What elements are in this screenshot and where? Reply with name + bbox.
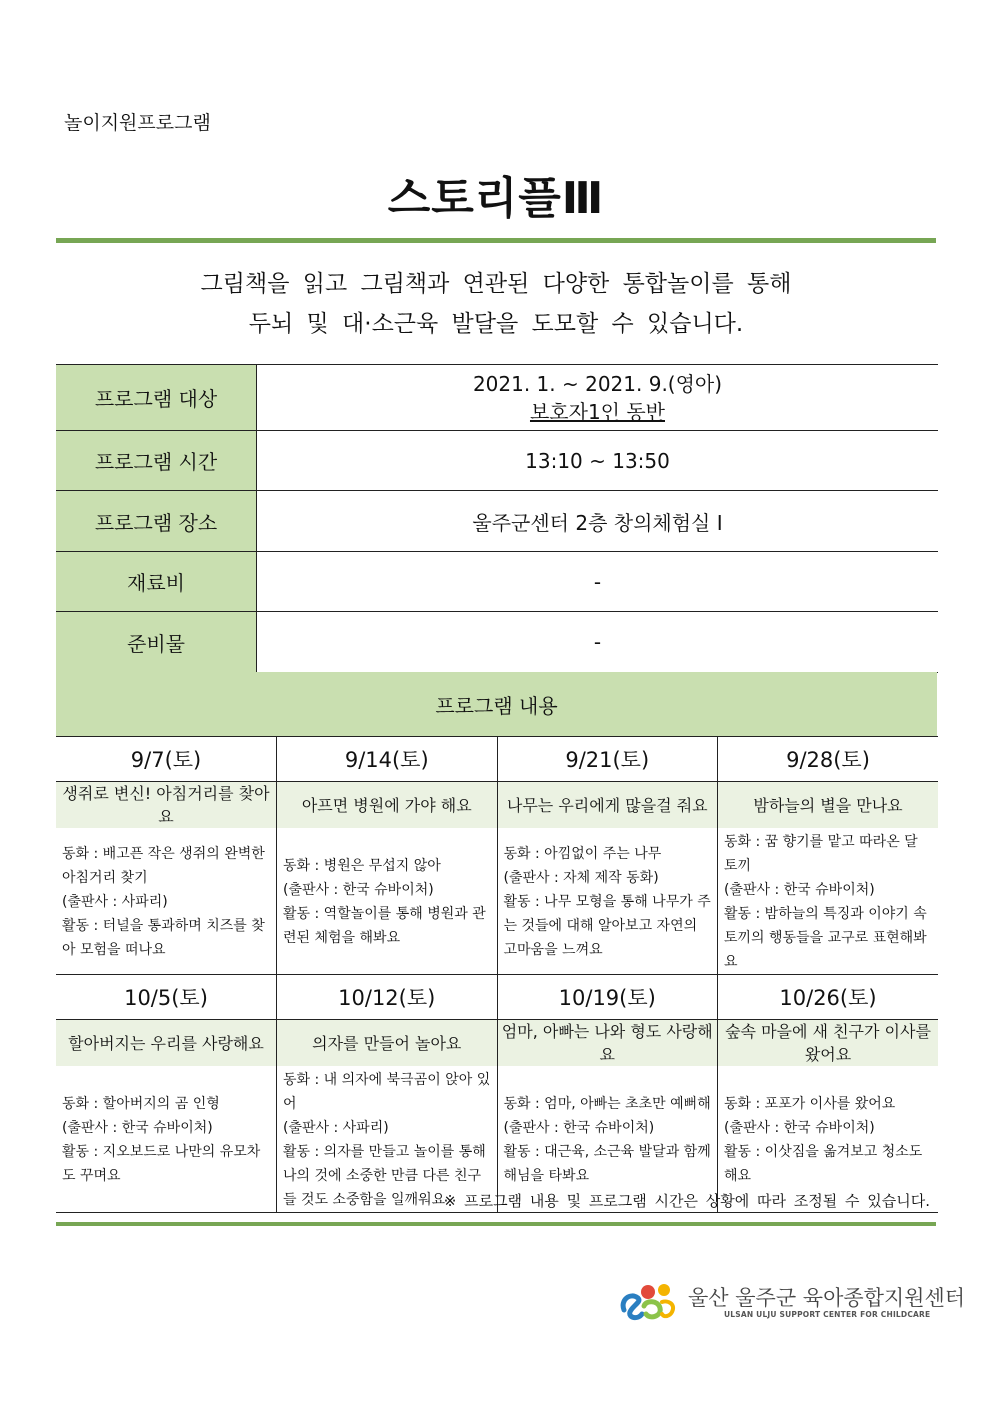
time-label: 프로그램 시간	[56, 431, 257, 491]
center-logo	[618, 1280, 966, 1326]
program-info-table	[56, 364, 938, 673]
target-guardian: 보호자1인 동반	[529, 399, 665, 424]
intro-line-2: 두뇌 및 대·소근육 발달을 도모할 수 있습니다.	[248, 311, 744, 337]
title-divider	[56, 238, 936, 243]
session-description	[56, 828, 277, 975]
session-date: 10/26(토)	[718, 975, 939, 1020]
session-title: 의자를 만들어 놀아요	[277, 1020, 498, 1067]
session-title: 아프면 병원에 가야 해요	[277, 782, 498, 829]
session-description	[718, 828, 939, 975]
session-description	[277, 828, 498, 975]
footer-divider	[56, 1222, 936, 1226]
session-description	[497, 828, 718, 975]
place-value: 울주군센터 2층 창의체험실 I	[257, 491, 939, 552]
session-description	[56, 1066, 277, 1213]
session-date: 9/14(토)	[277, 737, 498, 782]
fee-value: -	[257, 552, 939, 612]
session-description-text: 동화 : 배고픈 작은 생쥐의 완벽한 아침거리 찾기 (출판사 : 사파리) 활동 : 터널을 통과하며 치즈를 찾아 모험을 떠나요	[62, 846, 265, 958]
program-content-header: 프로그램 내용	[56, 672, 937, 737]
session-date: 10/5(토)	[56, 975, 277, 1020]
target-value	[257, 365, 939, 431]
page-title: 스토리플Ⅲ	[387, 173, 605, 224]
session-description-text: 동화 : 내 의자에 북극곰이 앉아 있어 (출판사 : 사파리) 활동 : 의자를 만들고 놀이를 통해 나의 것에 소중한 만큼 다른 친구들 것도 소중함을 일깨워요	[283, 1072, 491, 1208]
intro-line-1: 그림책을 읽고 그림책과 연관된 다양한 통합놀이를 통해	[200, 271, 792, 297]
session-title: 숲속 마을에 새 친구가 이사를 왔어요	[718, 1020, 939, 1067]
supplies-label: 준비물	[56, 612, 257, 673]
center-name-english: ULSAN ULJU SUPPORT CENTER FOR CHILDCARE	[724, 1310, 931, 1319]
session-title: 할아버지는 우리를 사랑해요	[56, 1020, 277, 1067]
schedule-table	[56, 736, 938, 1213]
session-title: 엄마, 아빠는 나와 형도 사랑해요	[497, 1020, 718, 1067]
session-description-text: 동화 : 병원은 무섭지 않아 (출판사 : 한국 슈바이처) 활동 : 역할놀이를 통해 병원과 관련된 체험을 해봐요	[283, 858, 486, 946]
session-date: 10/19(토)	[497, 975, 718, 1020]
session-description-text: 동화 : 할아버지의 곰 인형 (출판사 : 한국 슈바이처) 활동 : 지오보드로 나만의 유모차도 꾸며요	[62, 1096, 261, 1184]
session-title: 밤하늘의 별을 만나요	[718, 782, 939, 829]
session-description-text: 동화 : 엄마, 아빠는 초초만 예뻐해 (출판사 : 한국 슈바이처) 활동 : 대근육, 소근육 발달과 함께 해님을 타봐요	[503, 1096, 711, 1184]
session-date: 9/21(토)	[497, 737, 718, 782]
target-period: 2021. 1. ~ 2021. 9.(영아)	[472, 371, 723, 396]
schedule-note: ※ 프로그램 내용 및 프로그램 시간은 상황에 따라 조정될 수 있습니다.	[443, 1192, 930, 1210]
intro-text	[0, 264, 992, 344]
session-date: 10/12(토)	[277, 975, 498, 1020]
session-description-text: 동화 : 아낌없이 주는 나무 (출판사 : 자체 제작 동화) 활동 : 나무 모형을 통해 나무가 주는 것들에 대해 알아보고 자연의 고마움을 느껴요	[503, 846, 711, 958]
session-description-text: 동화 : 꿈 향기를 맡고 따라온 달 토끼 (출판사 : 한국 슈바이처) 활동 : 밤하늘의 특징과 이야기 속 토끼의 행동들을 교구로 표현해봐요	[724, 834, 927, 970]
session-description-text: 동화 : 포포가 이사를 왔어요 (출판사 : 한국 슈바이처) 활동 : 이삿짐을 옮겨보고 청소도 해요	[724, 1096, 923, 1184]
session-title: 나무는 우리에게 많을걸 줘요	[497, 782, 718, 829]
fee-label: 재료비	[56, 552, 257, 612]
session-date: 9/7(토)	[56, 737, 277, 782]
place-label: 프로그램 장소	[56, 491, 257, 552]
supplies-value: -	[257, 612, 939, 673]
session-date: 9/28(토)	[718, 737, 939, 782]
center-logo-icon	[618, 1280, 680, 1324]
program-category: 놀이지원프로그램	[64, 112, 211, 134]
session-title: 생쥐로 변신! 아침거리를 찾아요	[56, 782, 277, 829]
center-name-korean: 울산 울주군 육아종합지원센터	[688, 1286, 966, 1310]
target-label: 프로그램 대상	[56, 365, 257, 431]
time-value: 13:10 ~ 13:50	[257, 431, 939, 491]
